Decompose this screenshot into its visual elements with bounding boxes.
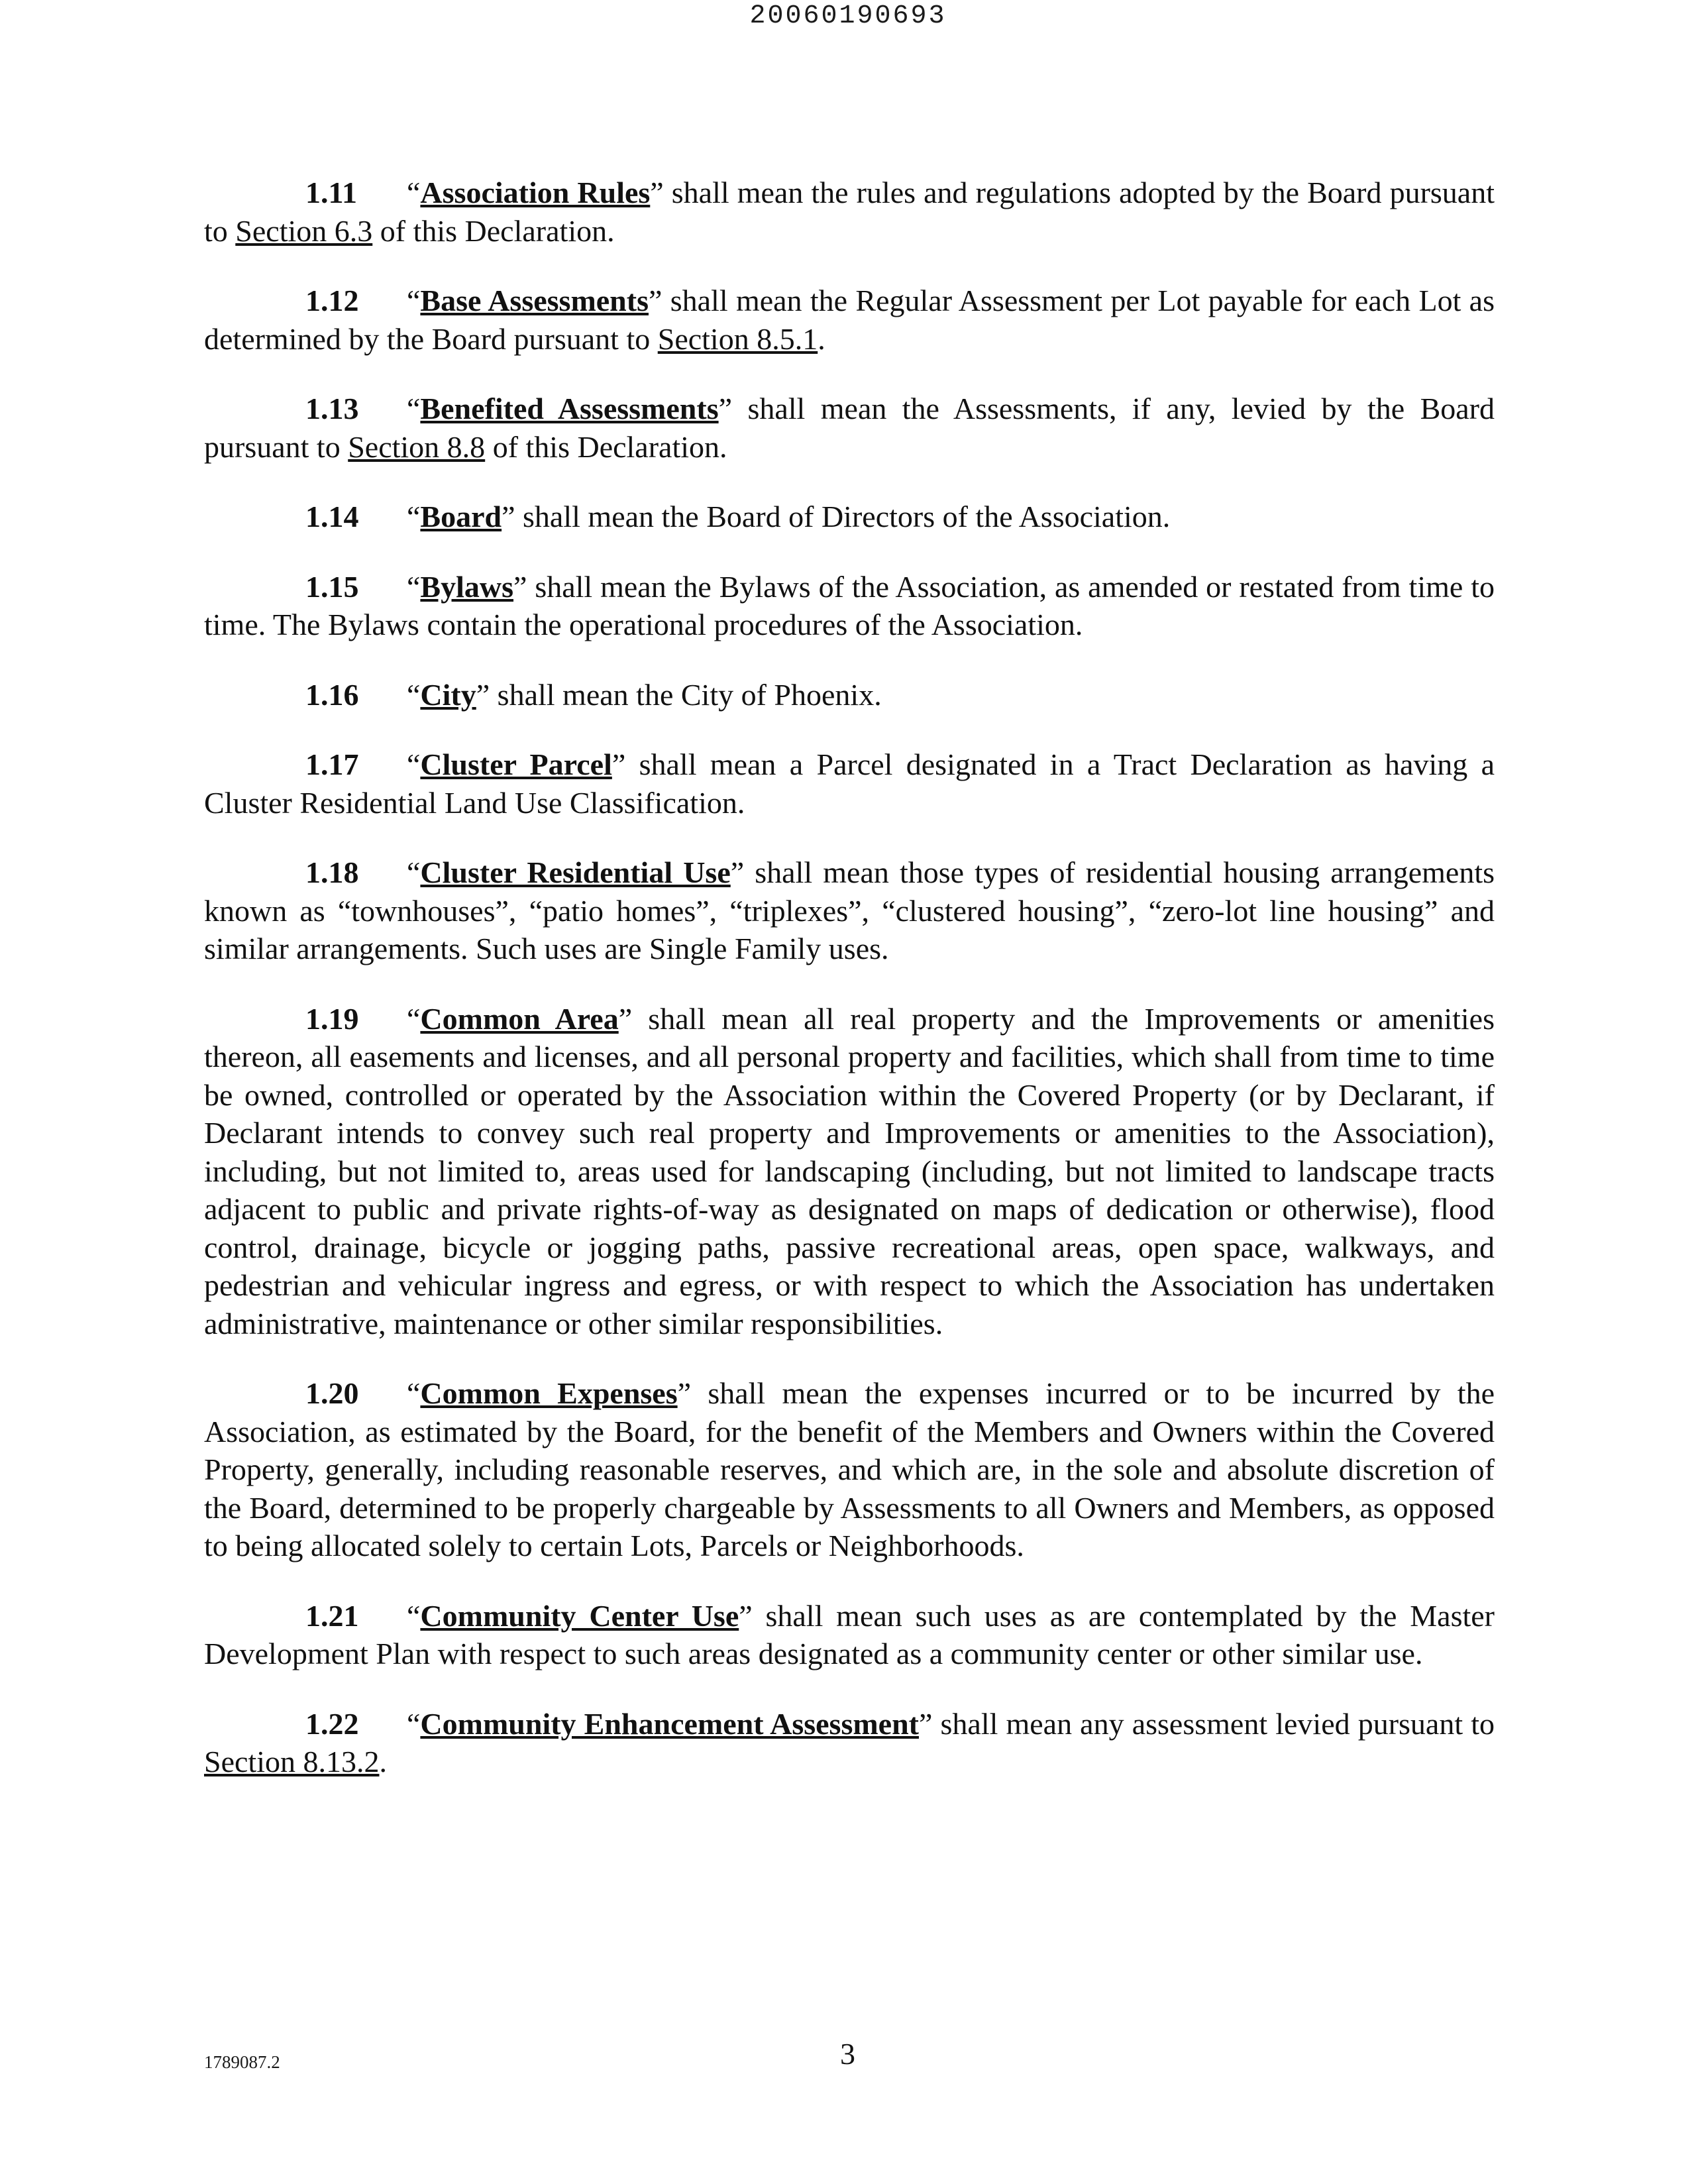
section-number: 1.12 [305, 284, 359, 317]
definition-text: shall mean the rules and regulations adopted by the Board pursuant to [204, 176, 1495, 248]
document-id: 1789087.2 [204, 2052, 280, 2072]
definition-1-15: 1.15 “Bylaws” shall mean the Bylaws of the Association, as amended or restated from time to time. The Bylaws contain the operational procedures of the Association. [204, 568, 1495, 644]
section-number: 1.14 [305, 500, 359, 533]
defined-term: City [420, 677, 476, 712]
section-reference: Section 8.8 [348, 429, 486, 464]
defined-term: Association Rules [420, 176, 651, 209]
section-number: 1.16 [305, 677, 359, 712]
defined-term: Base Assessments [420, 284, 649, 317]
page-number: 3 [840, 2037, 855, 2071]
definition-1-22: 1.22 “Community Enhancement Assessment” shall mean any assessment levied pursuant to Section 8.13.2. [204, 1705, 1495, 1781]
section-reference: Section 6.3 [235, 213, 373, 248]
defined-term: Common Area [420, 1001, 619, 1036]
definition-1-17: 1.17 “Cluster Parcel” shall mean a Parcel designated in a Tract Declaration as having a Cluster Residential Land Use Classification. [204, 745, 1495, 822]
defined-term: Common Expenses [420, 1376, 678, 1410]
defined-term: Bylaws [420, 569, 514, 604]
definition-1-19: 1.19 “Common Area” shall mean all real property and the Improvements or amenities thereon, all easements and licenses, and all personal property and facilities, which shall from time to time be owned, controlled or operated by the Association within the Covered Property (or by Declarant, if Declarant intends to convey such real property and Improvements or amenities to the Association), including, but not limited to, areas used for landscaping (including, but not limited to landscape tracts adjacent to public and private rights-of-way as designated on maps of dedication or otherwise), flood control, drainage, bicycle or jogging paths, passive recreational areas, open space, walkways, and pedestrian and vehicular ingress and egress, or with respect to which the Association has undertaken administrative, maintenance or other similar responsibilities. [204, 1000, 1495, 1343]
definition-text: shall mean the City of Phoenix. [490, 677, 882, 712]
definition-text: shall mean all real property and the Improvements or amenities thereon, all easements and licenses, and all personal property and facilities, which shall from time to time be owned, controlled or operated by the Association within the Covered Property (or by Declarant, if Declarant intends to convey such real property and Improvements or amenities to the Association), including, but not limited to, areas used for landscaping (including, but not limited to landscape tracts adjacent to public and private rights-of-way as designated on maps of dedication or otherwise), flood control, drainage, bicycle or jogging paths, passive recreational areas, open space, walkways, and pedestrian and vehicular ingress and egress, or with respect to which the Association has undertaken administrative, maintenance or other similar responsibilities. [204, 1001, 1495, 1340]
definition-text: shall mean the Regular Assessment per Lot payable for each Lot as determined by the Board pursuant to [204, 284, 1495, 356]
section-number: 1.18 [305, 855, 359, 889]
definitions-body [204, 174, 1495, 1813]
defined-term: Community Enhancement Assessment [420, 1706, 919, 1741]
section-number: 1.20 [305, 1376, 359, 1410]
definition-text: shall mean the Board of Directors of the Association. [515, 500, 1171, 533]
definition-text: shall mean those types of residential housing arrangements known as “townhouses”, “patio homes”, “triplexes”, “clustered housing”, “zero-lot line housing” and similar arrangements. Such uses are Single Family uses. [204, 855, 1495, 965]
defined-term: Community Center Use [420, 1598, 739, 1633]
section-number: 1.21 [305, 1598, 359, 1633]
defined-term: Benefited Assessments [420, 392, 719, 425]
document-number: 20060190693 [749, 1, 947, 31]
definition-text: shall mean such uses as are contemplated by the Master Development Plan with respect to such areas designated as a community center or other similar use. [204, 1598, 1495, 1670]
definition-text: shall mean the expenses incurred or to be incurred by the Association, as estimated by the Board, for the benefit of the Members and Owners within the Covered Property, generally, including reasonable reserves, and which are, in the sole and absolute discretion of the Board, determined to be properly chargeable by Assessments to all Owners and Members, as opposed to being allocated solely to certain Lots, Parcels or Neighborhoods. [204, 1376, 1495, 1562]
definition-text: shall mean the Assessments, if any, levied by the Board pursuant to [204, 392, 1495, 464]
section-number: 1.13 [305, 392, 359, 425]
section-reference: Section 8.5.1 [657, 321, 818, 356]
definition-1-13: 1.13 “Benefited Assessments” shall mean the Assessments, if any, levied by the Board pursuant to Section 8.8 of this Declaration. [204, 390, 1495, 466]
section-number: 1.17 [305, 747, 359, 781]
definition-1-21: 1.21 “Community Center Use” shall mean such uses as are contemplated by the Master Development Plan with respect to such areas designated as a community center or other similar use. [204, 1597, 1495, 1673]
definition-1-16: 1.16 “City” shall mean the City of Phoenix. [204, 676, 1495, 714]
section-number: 1.11 [305, 176, 357, 209]
definition-1-18: 1.18 “Cluster Residential Use” shall mean those types of residential housing arrangements known as “townhouses”, “patio homes”, “triplexes”, “clustered housing”, “zero-lot line housing” and similar arrangements. Such uses are Single Family uses. [204, 853, 1495, 968]
definition-text: shall mean the Bylaws of the Association, as amended or restated from time to time. The Bylaws contain the operational procedures of the Association. [204, 569, 1495, 641]
defined-term: Board [420, 500, 502, 533]
definition-1-14: 1.14 “Board” shall mean the Board of Directors of the Association. [204, 498, 1495, 536]
definition-1-11: 1.11 “Association Rules” shall mean the rules and regulations adopted by the Board pursuant to Section 6.3 of this Declaration. [204, 174, 1495, 250]
defined-term: Cluster Residential Use [420, 855, 731, 889]
section-number: 1.19 [305, 1001, 359, 1036]
section-number: 1.22 [305, 1706, 359, 1741]
section-reference: Section 8.13.2 [204, 1745, 380, 1778]
defined-term: Cluster Parcel [420, 747, 612, 781]
definition-text: shall mean a Parcel designated in a Tract Declaration as having a Cluster Residential Land Use Classification. [204, 747, 1495, 820]
definition-1-12: 1.12 “Base Assessments” shall mean the Regular Assessment per Lot payable for each Lot as determined by the Board pursuant to Section 8.5.1. [204, 282, 1495, 358]
definition-1-20: 1.20 “Common Expenses” shall mean the expenses incurred or to be incurred by the Association, as estimated by the Board, for the benefit of the Members and Owners within the Covered Property, generally, including reasonable reserves, and which are, in the sole and absolute discretion of the Board, determined to be properly chargeable by Assessments to all Owners and Members, as opposed to being allocated solely to certain Lots, Parcels or Neighborhoods. [204, 1374, 1495, 1565]
definition-text: shall mean any assessment levied pursuant to [932, 1706, 1495, 1741]
section-number: 1.15 [305, 569, 359, 604]
